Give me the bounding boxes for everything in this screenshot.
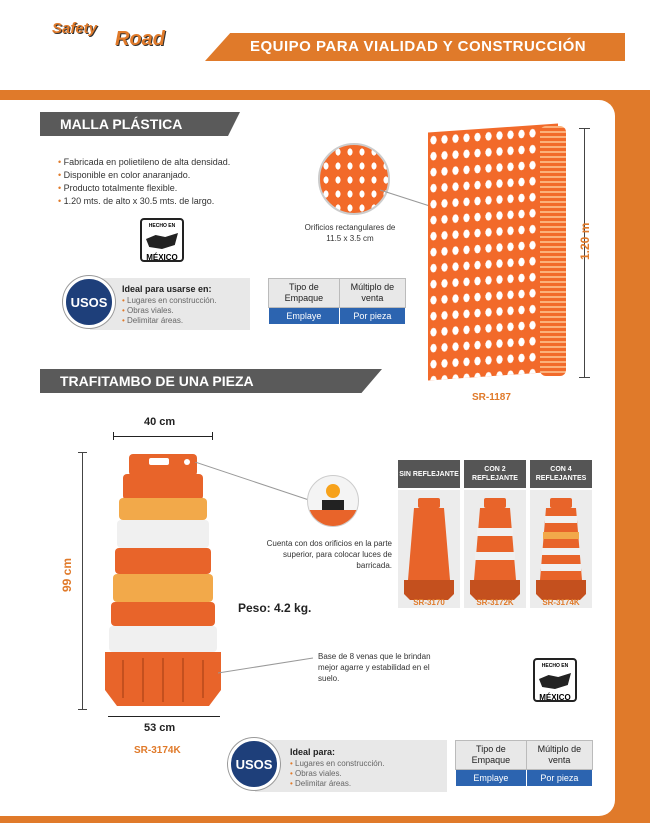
- eagle-icon: [146, 231, 178, 251]
- package-table-trafitambo: [455, 740, 593, 787]
- variant-code-sin: SR-3170: [413, 598, 445, 607]
- usos-list-malla: [122, 296, 216, 326]
- drum-plain-icon: [398, 490, 460, 608]
- variant-image-con4: [530, 490, 592, 608]
- base-leader-line: [218, 655, 318, 677]
- malla-features: [58, 156, 230, 208]
- table-cell-multiplo: Por pieza: [526, 770, 592, 787]
- logo-word-safety: Safety: [52, 20, 98, 37]
- variant-code-con2: SR-3172K: [476, 598, 514, 607]
- usos-circle-malla: USOS: [63, 276, 115, 328]
- drum-height-line: [82, 452, 83, 710]
- badge-top-text: HECHO EN: [148, 223, 176, 229]
- section-title-malla: MALLA PLÁSTICA: [60, 116, 183, 132]
- usos-item: • Lugares en construcción.: [122, 296, 216, 306]
- dimension-tick-top: [579, 128, 590, 129]
- drum-4-reflective-icon: [530, 490, 592, 608]
- usos-list-trafitambo: [290, 759, 384, 789]
- usos-item: • Delimitar áreas.: [290, 779, 384, 789]
- top-width-tick-left: [113, 432, 114, 440]
- usos-item: • Delimitar áreas.: [122, 316, 216, 326]
- variant-head-con4: CON 4 REFLEJANTES: [530, 460, 592, 488]
- feature-item: • Fabricada en polietileno de alta densidad.: [58, 156, 230, 169]
- drum-height-label: 99 cm: [60, 557, 74, 592]
- badge-bottom-text: MÉXICO: [539, 693, 571, 702]
- package-table-malla: [268, 278, 406, 325]
- badge-bottom-text: MÉXICO: [146, 253, 178, 262]
- top-width-label: 40 cm: [144, 416, 176, 428]
- feature-item: • Disponible en color anaranjado.: [58, 169, 230, 182]
- usos-item: • Lugares en construcción.: [290, 759, 384, 769]
- top-holes-note: Cuenta con dos orificios en la parte superior, para colocar luces de barricada.: [266, 539, 392, 570]
- drum-2-reflective-icon: [464, 490, 526, 608]
- table-header-empaque: Tipo de Empaque: [269, 279, 340, 308]
- usos-title-malla: Ideal para usarse en:: [122, 284, 212, 294]
- usos-title-trafitambo: Ideal para:: [290, 747, 336, 757]
- barricade-light-zoom: [307, 475, 359, 527]
- product-code-drum: SR-3174K: [134, 745, 181, 756]
- hecho-en-mexico-badge-2: [533, 658, 577, 702]
- dimension-tick-bottom: [579, 377, 590, 378]
- table-cell-empaque: Emplaye: [269, 308, 340, 325]
- mesh-roll: [540, 126, 566, 376]
- table-header-multiplo: Múltiplo de venta: [339, 279, 405, 308]
- variant-head-con2: CON 2 REFLEJANTE: [464, 460, 526, 488]
- table-header-multiplo: Múltiplo de venta: [526, 741, 592, 770]
- table-header-empaque: Tipo de Empaque: [456, 741, 527, 770]
- table-cell-empaque: Emplaye: [456, 770, 527, 787]
- table-cell-multiplo: Por pieza: [339, 308, 405, 325]
- variant-code-con4: SR-3174K: [542, 598, 580, 607]
- drum-height-tick-bottom: [78, 709, 87, 710]
- lamp-icon: [326, 484, 340, 498]
- variant-head-sin: SIN REFLEJANTE: [398, 460, 460, 488]
- usos-item: • Obras viales.: [290, 769, 384, 779]
- eagle-icon: [539, 671, 571, 691]
- mesh-image: [428, 123, 558, 380]
- usos-item: • Obras viales.: [122, 306, 216, 316]
- hecho-en-mexico-badge: [140, 218, 184, 262]
- product-code-malla: SR-1187: [472, 392, 511, 403]
- logo-word-road: Road: [115, 28, 165, 50]
- usos-circle-trafitambo: USOS: [228, 738, 280, 790]
- base-note: Base de 8 venas que le brindan mejor agarre y estabilidad en el suelo.: [318, 652, 431, 683]
- variant-image-sin: [398, 490, 460, 608]
- section-title-trafitambo: TRAFITAMBO DE UNA PIEZA: [60, 373, 254, 389]
- drum-top-icon: [308, 510, 359, 527]
- drum-height-tick-top: [78, 452, 87, 453]
- feature-item: • 1.20 mts. de alto x 30.5 mts. de largo.: [58, 195, 230, 208]
- bottom-width-label: 53 cm: [144, 722, 176, 734]
- weight-label: Peso: 4.2 kg.: [238, 601, 312, 615]
- lamp-base-icon: [322, 500, 344, 510]
- feature-item: • Producto totalmente flexible.: [58, 182, 230, 195]
- bottom-width-line: [108, 716, 220, 717]
- variant-image-con2: [464, 490, 526, 608]
- badge-top-text: HECHO EN: [541, 663, 569, 669]
- hole-note: Orificios rectangulares de 11.5 x 3.5 cm: [304, 223, 396, 243]
- banner-title: EQUIPO PARA VIALIDAD Y CONSTRUCCIÓN: [250, 38, 587, 55]
- top-width-tick-right: [212, 432, 213, 440]
- height-label-malla: 1.20 m: [578, 222, 592, 260]
- lamp-leader-line: [195, 462, 320, 532]
- top-width-line: [113, 436, 213, 437]
